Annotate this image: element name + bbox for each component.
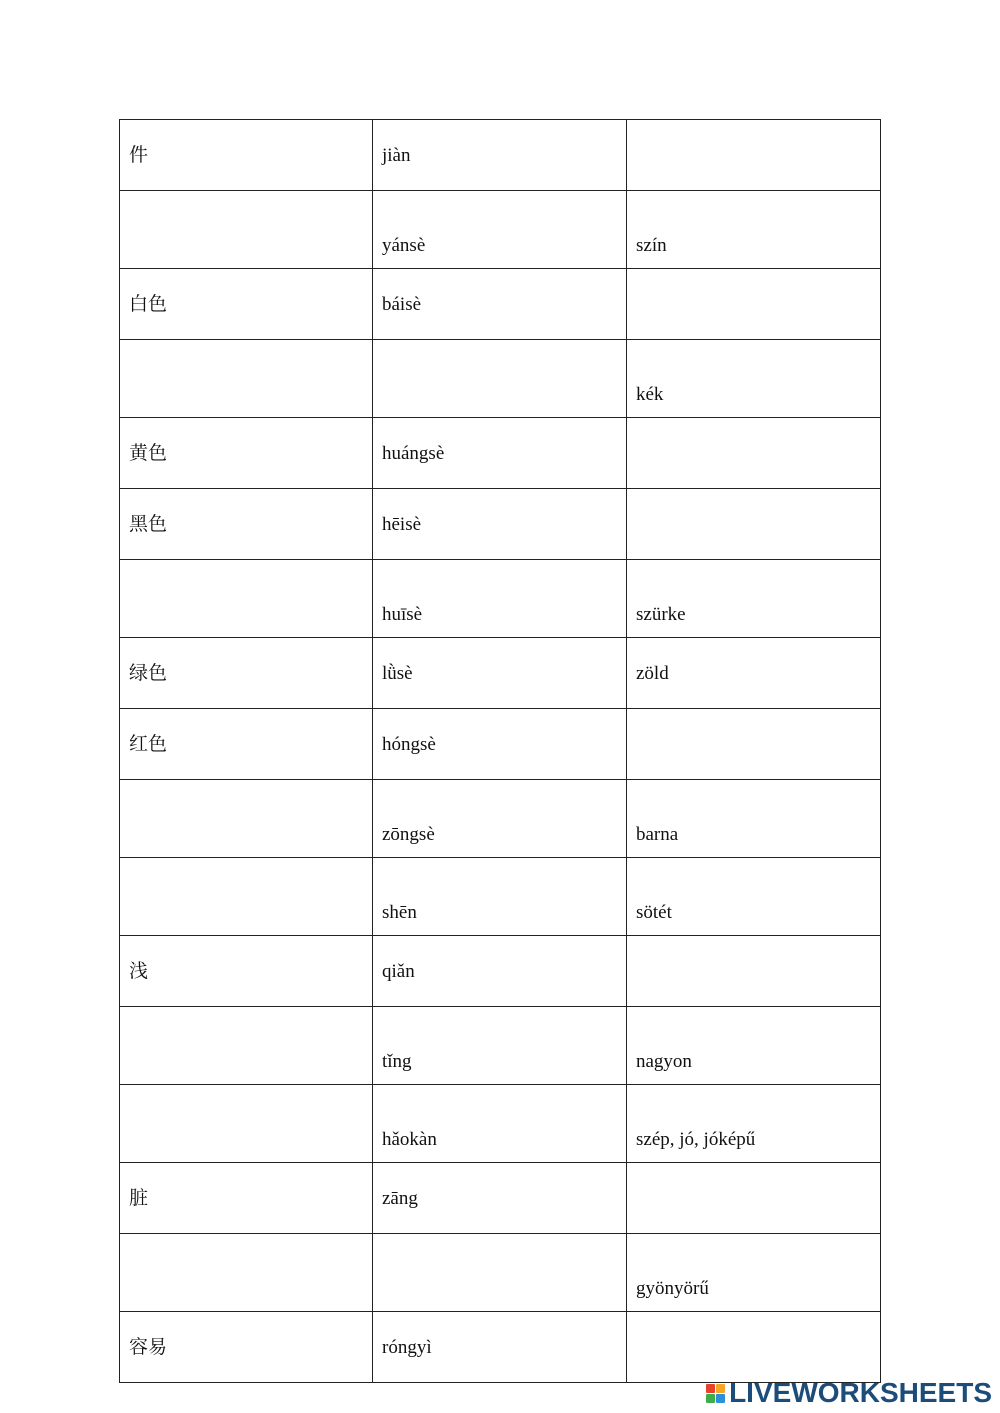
table-row: [120, 858, 881, 936]
hungarian-cell: szép, jó, jóképű: [627, 1085, 881, 1163]
pinyin-cell: róngyì: [373, 1312, 627, 1383]
hungarian-cell: kék: [627, 340, 881, 418]
table-row: [120, 1085, 881, 1163]
hanzi-cell: 黑色: [120, 489, 373, 560]
liveworksheets-logo: [706, 1377, 992, 1409]
hanzi-cell: [120, 191, 373, 269]
logo-mark-square: [716, 1394, 725, 1403]
table-row: [120, 638, 881, 709]
hanzi-cell: [120, 780, 373, 858]
hanzi-cell: 绿色: [120, 638, 373, 709]
pinyin-cell: jiàn: [373, 120, 627, 191]
hanzi-cell: 红色: [120, 709, 373, 780]
table-row: [120, 269, 881, 340]
hungarian-cell: szín: [627, 191, 881, 269]
liveworksheets-mark-icon: [706, 1384, 725, 1403]
pinyin-cell: [373, 340, 627, 418]
table-row: [120, 340, 881, 418]
hungarian-cell: [627, 709, 881, 780]
table-row: [120, 418, 881, 489]
hungarian-cell: barna: [627, 780, 881, 858]
table-row: [120, 560, 881, 638]
logo-text: LIVEWORKSHEETS: [729, 1377, 992, 1408]
hungarian-cell: [627, 489, 881, 560]
hungarian-cell: sötét: [627, 858, 881, 936]
pinyin-cell: qiǎn: [373, 936, 627, 1007]
hungarian-cell: nagyon: [627, 1007, 881, 1085]
logo-mark-square: [706, 1384, 715, 1393]
pinyin-cell: zōngsè: [373, 780, 627, 858]
pinyin-cell: [373, 1234, 627, 1312]
hanzi-cell: 白色: [120, 269, 373, 340]
hungarian-cell: gyönyörű: [627, 1234, 881, 1312]
pinyin-cell: hēisè: [373, 489, 627, 560]
pinyin-cell: báisè: [373, 269, 627, 340]
hungarian-cell: [627, 418, 881, 489]
hanzi-cell: [120, 560, 373, 638]
table-row: [120, 709, 881, 780]
pinyin-cell: zāng: [373, 1163, 627, 1234]
pinyin-cell: yánsè: [373, 191, 627, 269]
pinyin-cell: huángsè: [373, 418, 627, 489]
table-row: [120, 489, 881, 560]
table-row: [120, 1234, 881, 1312]
hungarian-cell: zöld: [627, 638, 881, 709]
table-row: [120, 1007, 881, 1085]
pinyin-cell: huīsè: [373, 560, 627, 638]
vocabulary-table-body: [120, 120, 881, 1383]
pinyin-cell: hǎokàn: [373, 1085, 627, 1163]
pinyin-cell: lǜsè: [373, 638, 627, 709]
hungarian-cell: [627, 1312, 881, 1383]
hungarian-cell: [627, 269, 881, 340]
pinyin-cell: shēn: [373, 858, 627, 936]
logo-mark-square: [716, 1384, 725, 1393]
hanzi-cell: [120, 1007, 373, 1085]
table-row: [120, 936, 881, 1007]
hanzi-cell: [120, 1234, 373, 1312]
hungarian-cell: szürke: [627, 560, 881, 638]
hungarian-cell: [627, 936, 881, 1007]
hanzi-cell: 容易: [120, 1312, 373, 1383]
hanzi-cell: 黄色: [120, 418, 373, 489]
vocabulary-table: [119, 119, 881, 1383]
table-row: [120, 191, 881, 269]
hanzi-cell: [120, 1085, 373, 1163]
hanzi-cell: [120, 858, 373, 936]
table-row: [120, 780, 881, 858]
table-row: [120, 120, 881, 191]
table-row: [120, 1163, 881, 1234]
hanzi-cell: [120, 340, 373, 418]
hanzi-cell: 件: [120, 120, 373, 191]
logo-mark-square: [706, 1394, 715, 1403]
hanzi-cell: 浅: [120, 936, 373, 1007]
pinyin-cell: tǐng: [373, 1007, 627, 1085]
hungarian-cell: [627, 120, 881, 191]
hungarian-cell: [627, 1163, 881, 1234]
hanzi-cell: 脏: [120, 1163, 373, 1234]
pinyin-cell: hóngsè: [373, 709, 627, 780]
table-row: [120, 1312, 881, 1383]
